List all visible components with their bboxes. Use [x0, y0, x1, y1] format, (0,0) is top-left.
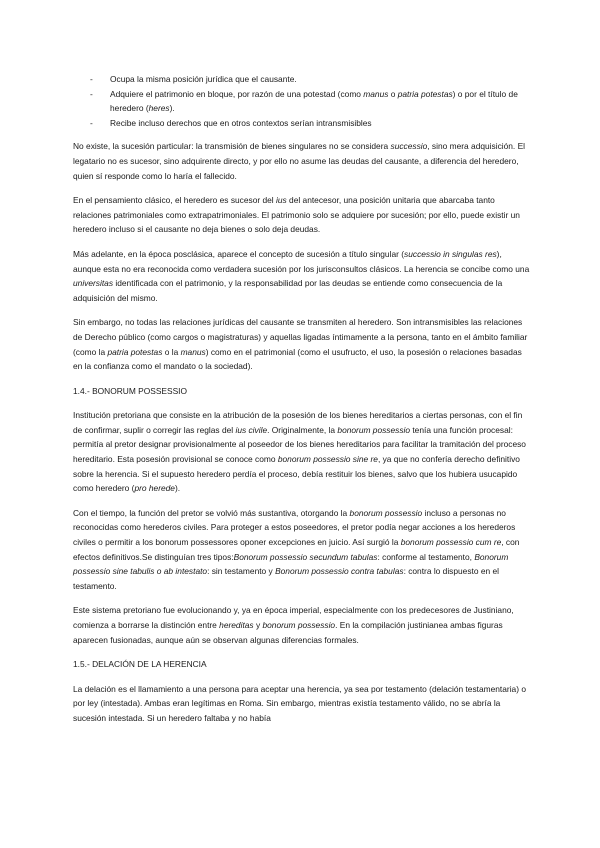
paragraph: La delación es el llamamiento a una persona para aceptar una herencia, ya sea por testamento (delación testamentaria) o por ley (intestada). Ambas eran legítimas en Roma. Sin embargo, mientras existía testamento válido, no se abría la sucesión intestada. Si un heredero faltaba y no había [73, 683, 526, 723]
bullet-dash: - [90, 88, 93, 99]
bullet-list [73, 72, 531, 130]
bullet-dash: - [90, 74, 93, 84]
bullet-text: Ocupa la misma posición jurídica que el causante. [110, 74, 297, 84]
bullet-item [73, 72, 531, 87]
bullet-text: Adquiere el patrimonio en bloque, por razón de una potestad (como manus o patria potestas) o por el título de heredero (heres). [110, 88, 518, 114]
section-heading: 1.4.- BONORUM POSSESSIO [73, 385, 188, 396]
section-heading: 1.5.- DELACIÓN DE LA HERENCIA [73, 659, 207, 670]
bullet-item [73, 87, 531, 116]
paragraph: En el pensamiento clásico, el heredero es sucesor del ius del antecesor, una posición unitaria que abarcaba tanto relaciones patrimoniales como extrapatrimoniales. El patrimonio solo se adquiere por sucesión; por ello, puede existir un heredero incluso si el causante no deja bienes o solo deja deudas. [73, 195, 520, 235]
bullet-text: Recibe incluso derechos que en otros contextos serían intransmisibles [110, 117, 372, 128]
bullet-item [73, 116, 531, 131]
paragraph: Más adelante, en la época posclásica, aparece el concepto de sucesión a título singular (successio in singulas res), aunque esta no era reconocida como verdadera sucesión por los jurisconsultos clásicos. La herencia se concibe como una universitas identificada con el patrimonio, y la responsabilidad por las deudas se entiende como consecuencia de la adquisición del mismo. [73, 248, 530, 303]
paragraph: Este sistema pretoriano fue evolucionando y, ya en época imperial, especialmente con los predecesores de Justiniano, comienza a borrarse la distinción entre hereditas y bonorum possessio. En la compilación justinianea ambas figuras aparecen fusionadas, aunque aún se observan algunas diferencias formales. [73, 605, 514, 645]
paragraph: Institución pretoriana que consiste en la atribución de la posesión de los bienes hereditarios a ciertas personas, con el fin de confirmar, suplir o corregir las reglas del ius civile. Originalmente, la bonorum possessio tenía una función procesal: permitía al pretor designar provisionalmente al poseedor de los bienes hereditarios para facilitar la tramitación del proceso hereditario. Esta posesión provisional se conoce como bonorum possessio sine re, ya que no confería derecho definitivo sobre la herencia. Si el supuesto heredero perdía el proceso, debía restituir los bienes, salvo que los hubiera usucapido como heredero (pro herede). [73, 410, 526, 494]
page-content [73, 72, 531, 736]
paragraph: No existe, la sucesión particular: la transmisión de bienes singulares no se considera successio, sino mera adquisición. El legatario no es sucesor, sino adquirente directo, y por ello no asume las deudas del causante, a diferencia del heredero, quien sí responde como lo haría el fallecido. [73, 141, 526, 181]
paragraph: Con el tiempo, la función del pretor se volvió más sustantiva, otorgando la bonorum possessio incluso a personas no reconocidas como herederos civiles. Para proteger a estos poseedores, el pretor podía negar acciones a los herederos civiles o permitir a los bonorum possessores oponer excepciones en juicio. Así surgió la bonorum possessio cum re, con efectos definitivos.Se distinguían tres tipos:Bonorum possessio secundum tabulas: conforme al testamento, Bonorum possessio sine tabulis o ab intestato: sin testamento y Bonorum possessio contra tabulas: contra lo dispuesto en el testamento. [73, 507, 520, 591]
bullet-dash: - [90, 117, 93, 128]
paragraph: Sin embargo, no todas las relaciones jurídicas del causante se transmiten al heredero. Son intransmisibles las relaciones de Derecho público (como cargos o magistraturas) y aquellas ligadas íntimamente a la persona, tanto en el ámbito familiar (como la patria potestas o la manus) como en el patrimonial (como el usufructo, el uso, la posesión o relaciones basadas en la confianza como el mandato o la sociedad). [73, 317, 528, 372]
